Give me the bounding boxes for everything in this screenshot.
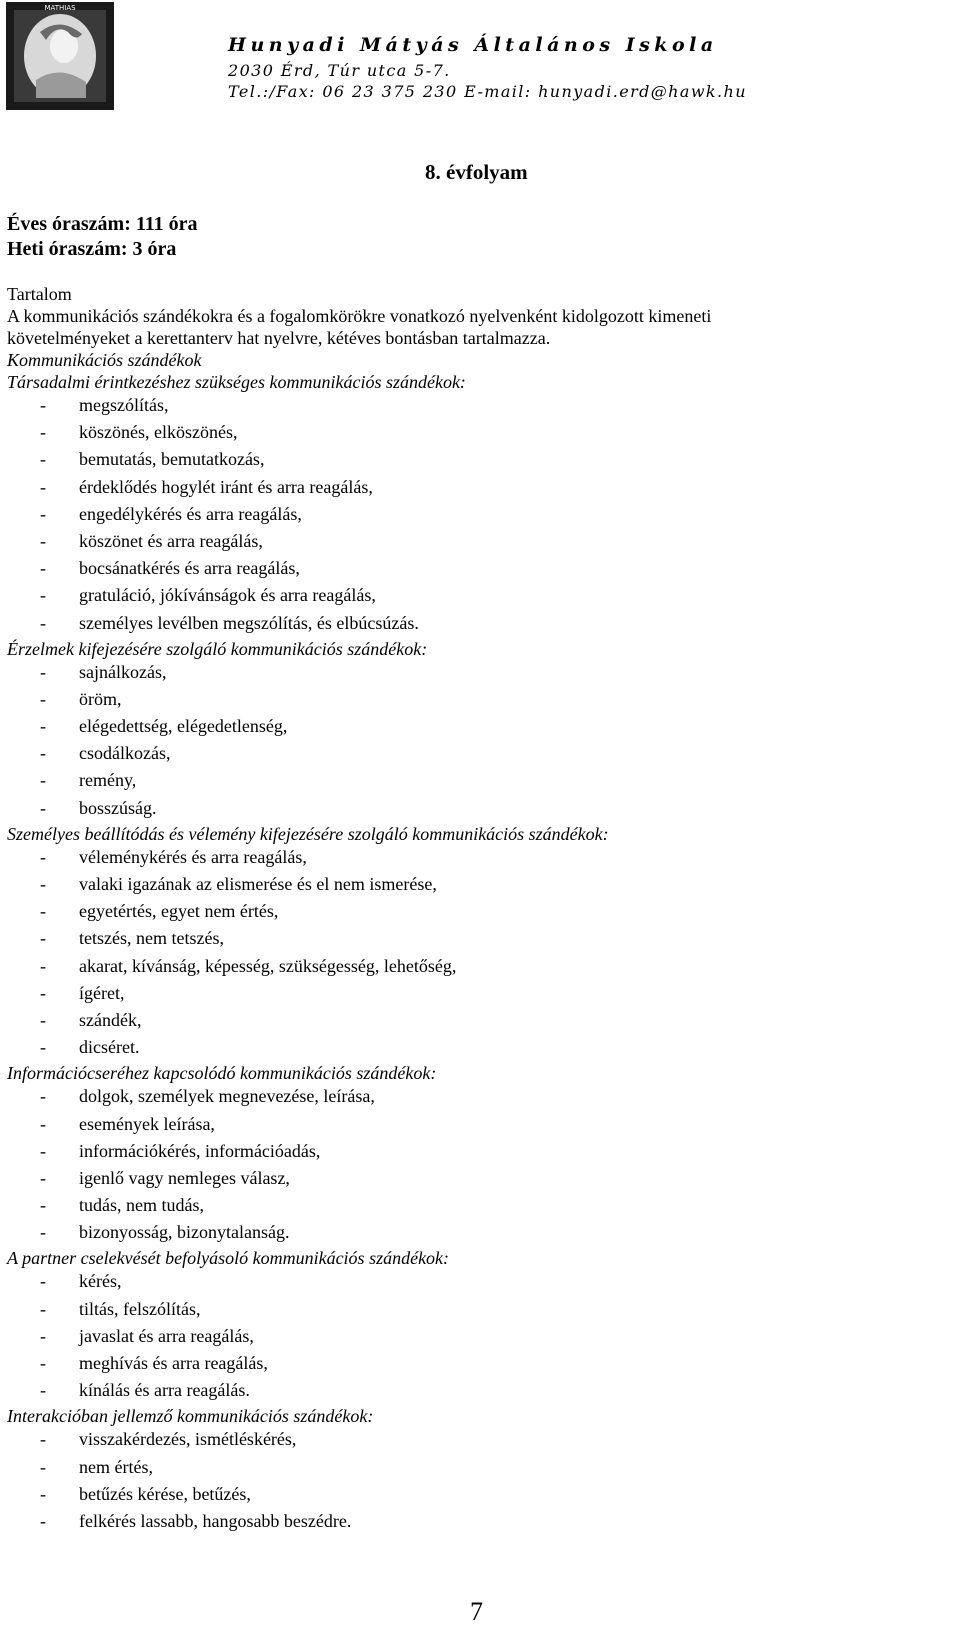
list-item-text: tudás, nem tudás,	[79, 1195, 204, 1216]
list-item-text: bocsánatkérés és arra reagálás,	[79, 558, 300, 579]
list-dash: -	[40, 503, 46, 524]
list-dash: -	[40, 955, 46, 976]
list-item	[7, 475, 952, 502]
list-dash: -	[40, 770, 46, 791]
list-dash: -	[40, 716, 46, 737]
list-item	[7, 529, 952, 556]
list-item	[7, 845, 952, 872]
list-item-text: gratuláció, jókívánságok és arra reagálás,	[79, 585, 376, 606]
list-item	[7, 1269, 952, 1296]
section-heading: A partner cselekvését befolyásoló kommunikációs szándékok:	[7, 1248, 450, 1269]
document-body	[7, 283, 952, 1536]
list-item	[7, 1427, 952, 1454]
list-item	[7, 583, 952, 610]
list-dash: -	[40, 530, 46, 551]
list-item-text: bosszúság.	[79, 797, 157, 818]
school-contact: Tel.:/Fax: 06 23 375 230 E-mail: hunyadi.erd@hawk.hu	[228, 82, 747, 101]
list-dash: -	[40, 1140, 46, 1161]
list-dash: -	[40, 982, 46, 1003]
list-dash: -	[40, 1222, 46, 1243]
list-dash: -	[40, 476, 46, 497]
list-item	[7, 687, 952, 714]
list-item-text: sajnálkozás,	[79, 661, 167, 682]
list-item-text: bizonyosság, bizonytalanság.	[79, 1222, 290, 1243]
list-dash: -	[40, 846, 46, 867]
list-item	[7, 420, 952, 447]
list-item	[7, 1297, 952, 1324]
page-header	[0, 0, 960, 115]
list-item-text: véleménykérés és arra reagálás,	[79, 846, 307, 867]
list-dash: -	[40, 585, 46, 606]
list-dash: -	[40, 1037, 46, 1058]
list-item	[7, 1220, 952, 1247]
list-item-text: meghívás és arra reagálás,	[79, 1353, 268, 1373]
list-item-text: köszönet és arra reagálás,	[79, 530, 263, 551]
list-item-text: felkérés lassabb, hangosabb beszédre.	[79, 1510, 352, 1531]
section-list	[7, 1084, 952, 1247]
list-item-text: személyes levélben megszólítás, és elbúcsúzás.	[79, 612, 419, 633]
list-item-text: szándék,	[79, 1009, 142, 1030]
list-dash: -	[40, 797, 46, 818]
list-item-text: információkérés, információadás,	[79, 1140, 321, 1161]
list-item	[7, 556, 952, 583]
list-dash: -	[40, 928, 46, 949]
section-heading: Interakcióban jellemző kommunikációs szándékok:	[7, 1406, 374, 1427]
list-dash: -	[40, 688, 46, 709]
list-item	[7, 741, 952, 768]
list-dash: -	[40, 1086, 46, 1107]
list-dash: -	[40, 1113, 46, 1134]
section-list	[7, 393, 952, 638]
list-item	[7, 447, 952, 474]
list-dash: -	[40, 1353, 46, 1373]
portrait-medallion-logo	[6, 2, 114, 110]
list-item-text: ígéret,	[79, 982, 125, 1003]
list-dash: -	[40, 1429, 46, 1450]
list-item-text: dolgok, személyek megnevezése, leírása,	[79, 1086, 375, 1107]
list-item	[7, 1351, 952, 1378]
intro-subtitle: Kommunikációs szándékok	[7, 350, 202, 370]
list-item-text: betűzés kérése, betűzés,	[79, 1483, 251, 1504]
section-list	[7, 845, 952, 1063]
list-item	[7, 1193, 952, 1220]
list-dash: -	[40, 743, 46, 764]
list-dash: -	[40, 1510, 46, 1531]
list-item	[7, 1482, 952, 1509]
intro-label: Tartalom	[7, 284, 72, 304]
list-item-text: visszakérdezés, ismétléskérés,	[79, 1429, 297, 1450]
list-item-text: igenlő vagy nemleges válasz,	[79, 1167, 290, 1188]
list-item	[7, 1008, 952, 1035]
section-list	[7, 1427, 952, 1536]
list-dash: -	[40, 1195, 46, 1216]
list-item	[7, 1324, 952, 1351]
list-dash: -	[40, 422, 46, 443]
intro-text-line-2: követelményeket a kerettanterv hat nyelvre, kétéves bontásban tartalmazza.	[7, 328, 551, 348]
list-item-text: kérés,	[79, 1271, 122, 1292]
list-item-text: engedélykérés és arra reagálás,	[79, 503, 302, 524]
list-item	[7, 1035, 952, 1062]
list-dash: -	[40, 612, 46, 633]
section-list	[7, 1269, 952, 1405]
list-dash: -	[40, 1325, 46, 1346]
page-number: 7	[470, 1597, 483, 1626]
weekly-hours: Heti óraszám: 3 óra	[7, 238, 177, 260]
school-address: 2030 Érd, Túr utca 5-7.	[228, 61, 451, 80]
list-item-text: dicséret.	[79, 1037, 140, 1058]
list-item	[7, 660, 952, 687]
list-item	[7, 1084, 952, 1111]
section-list	[7, 660, 952, 823]
list-item-text: megszólítás,	[79, 395, 169, 415]
section-heading: Társadalmi érintkezéshez szükséges kommunikációs szándékok:	[7, 372, 466, 392]
list-item-text: kínálás és arra reagálás.	[79, 1380, 250, 1401]
list-item	[7, 926, 952, 953]
section-heading: Személyes beállítódás és vélemény kifejezésére szolgáló kommunikációs szándékok:	[7, 823, 609, 844]
intro-text-line-1: A kommunikációs szándékokra és a fogalomkörökre vonatkozó nyelvenként kidolgozott kimeneti	[7, 306, 712, 326]
list-item	[7, 796, 952, 823]
list-item	[7, 1139, 952, 1166]
list-item-text: bemutatás, bemutatkozás,	[79, 449, 265, 470]
list-item	[7, 981, 952, 1008]
list-item-text: nem értés,	[79, 1456, 153, 1477]
section-heading: Információcseréhez kapcsolódó kommunikációs szándékok:	[7, 1063, 437, 1084]
list-item	[7, 768, 952, 795]
list-item	[7, 611, 952, 638]
list-dash: -	[40, 395, 46, 415]
list-item	[7, 1112, 952, 1139]
list-item-text: egyetértés, egyet nem értés,	[79, 901, 279, 922]
list-dash: -	[40, 661, 46, 682]
grade-title: 8. évfolyam	[425, 160, 528, 184]
list-dash: -	[40, 1298, 46, 1319]
list-dash: -	[40, 449, 46, 470]
list-item	[7, 1455, 952, 1482]
list-dash: -	[40, 874, 46, 894]
list-item-text: köszönés, elköszönés,	[79, 422, 238, 443]
list-item	[7, 954, 952, 981]
school-info	[228, 30, 948, 102]
list-dash: -	[40, 901, 46, 922]
list-item	[7, 899, 952, 926]
list-dash: -	[40, 1271, 46, 1292]
list-item	[7, 393, 952, 420]
list-item	[7, 1509, 952, 1536]
list-dash: -	[40, 1167, 46, 1188]
svg-text:MATHIAS: MATHIAS	[44, 4, 76, 12]
list-item-text: csodálkozás,	[79, 743, 171, 764]
list-item-text: valaki igazának az elismerése és el nem ismerése,	[79, 874, 437, 894]
yearly-hours: Éves óraszám: 111 óra	[7, 213, 198, 235]
list-dash: -	[40, 1009, 46, 1030]
list-item-text: tetszés, nem tetszés,	[79, 928, 224, 949]
list-item-text: javaslat és arra reagálás,	[79, 1325, 254, 1346]
list-item	[7, 1378, 952, 1405]
list-item-text: érdeklődés hogylét iránt és arra reagálás,	[79, 476, 373, 497]
list-dash: -	[40, 558, 46, 579]
section-heading: Érzelmek kifejezésére szolgáló kommunikációs szándékok:	[7, 638, 428, 659]
hours-block	[7, 212, 198, 262]
list-item	[7, 714, 952, 741]
sections-container	[7, 371, 952, 1536]
list-item	[7, 872, 952, 899]
list-item-text: tiltás, felszólítás,	[79, 1298, 201, 1319]
list-dash: -	[40, 1380, 46, 1401]
list-item-text: öröm,	[79, 688, 122, 709]
list-item	[7, 502, 952, 529]
list-item-text: események leírása,	[79, 1113, 215, 1134]
list-dash: -	[40, 1483, 46, 1504]
list-dash: -	[40, 1456, 46, 1477]
school-name: Hunyadi Mátyás Általános Iskola	[228, 34, 718, 56]
list-item-text: elégedettség, elégedetlenség,	[79, 716, 288, 737]
list-item	[7, 1166, 952, 1193]
list-item-text: akarat, kívánság, képesség, szükségesség, lehetőség,	[79, 955, 457, 976]
list-item-text: remény,	[79, 770, 137, 791]
